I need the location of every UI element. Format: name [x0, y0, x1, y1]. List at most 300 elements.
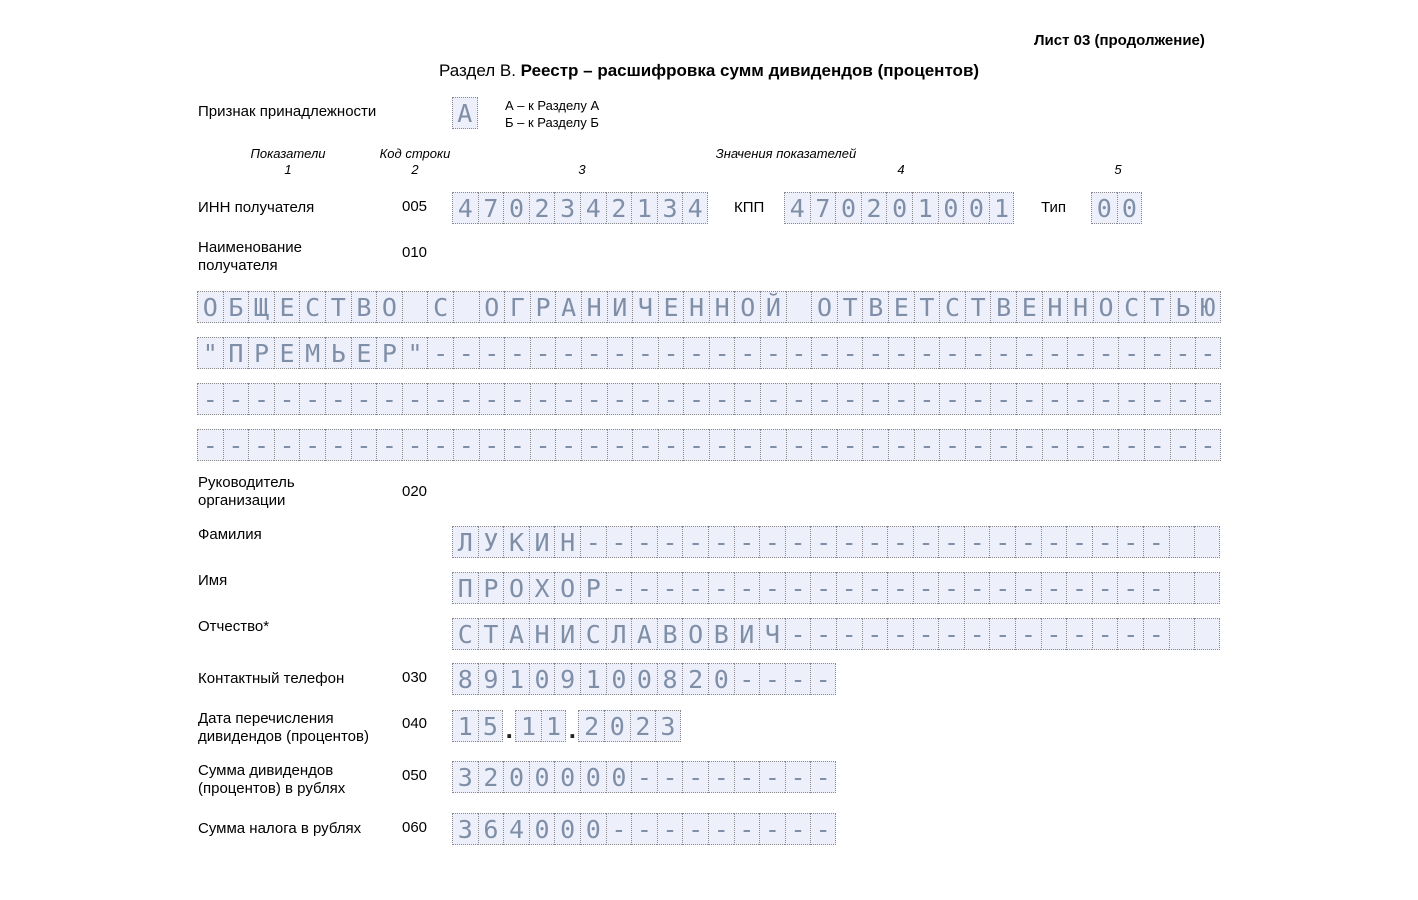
- char-cell: -: [376, 429, 402, 461]
- char-cell: 1: [541, 710, 567, 742]
- char-cell: -: [479, 429, 505, 461]
- char-cell: -: [1016, 383, 1042, 415]
- char-cell: 2: [478, 761, 504, 793]
- char-cell: 0: [631, 663, 657, 695]
- char-cell: М: [299, 337, 325, 369]
- char-cell: -: [734, 761, 760, 793]
- header-col2-title: Код строки: [379, 146, 451, 161]
- char-cell: -: [682, 572, 708, 604]
- char-cell: -: [786, 429, 812, 461]
- date-label-line1: Дата перечисления: [198, 710, 334, 727]
- char-cell: -: [786, 383, 812, 415]
- char-cell: -: [1144, 429, 1170, 461]
- header-col1-num: 1: [284, 162, 292, 177]
- char-cell: 1: [631, 192, 657, 224]
- head-label: [198, 474, 295, 510]
- char-cell: 3: [655, 710, 681, 742]
- patronymic-cells[interactable]: [452, 618, 1220, 650]
- char-cell: -: [325, 383, 351, 415]
- char-cell: 1: [912, 192, 938, 224]
- name-label-line1: Наименование: [198, 239, 302, 256]
- char-cell: -: [810, 813, 836, 845]
- tax-sum-cells[interactable]: [452, 813, 836, 845]
- char-cell: П: [223, 337, 249, 369]
- char-cell: -: [606, 813, 632, 845]
- char-cell: -: [810, 618, 836, 650]
- belonging-label: Признак принадлежности: [198, 103, 377, 120]
- char-cell: -: [1118, 337, 1144, 369]
- char-cell: ": [197, 337, 223, 369]
- char-cell: -: [1117, 618, 1143, 650]
- char-cell: Н: [1042, 291, 1068, 323]
- char-cell: -: [709, 383, 735, 415]
- char-cell: -: [682, 526, 708, 558]
- char-cell: -: [965, 337, 991, 369]
- inn-cells[interactable]: [452, 192, 708, 224]
- char-cell: 0: [503, 192, 529, 224]
- char-cell: А: [631, 618, 657, 650]
- char-cell: 0: [503, 761, 529, 793]
- belonging-cells[interactable]: [452, 97, 478, 129]
- char-cell: -: [938, 526, 964, 558]
- date-month-cells[interactable]: [515, 710, 566, 742]
- char-cell: -: [1117, 526, 1143, 558]
- char-cell: ": [402, 337, 428, 369]
- char-cell: 0: [606, 663, 632, 695]
- tax-sum-code: 060: [402, 819, 428, 836]
- char-cell: 3: [452, 813, 478, 845]
- char-cell: -: [530, 429, 556, 461]
- char-cell: 4: [503, 813, 529, 845]
- char-cell: -: [1015, 572, 1041, 604]
- belonging-note-a: А – к Разделу А: [505, 98, 600, 113]
- char-cell: -: [836, 526, 862, 558]
- phone-cells[interactable]: [452, 663, 836, 695]
- char-cell: 6: [478, 813, 504, 845]
- char-cell: -: [657, 761, 683, 793]
- char-cell: -: [606, 572, 632, 604]
- char-cell: О: [1093, 291, 1119, 323]
- char-cell: -: [1067, 429, 1093, 461]
- char-cell: П: [452, 572, 478, 604]
- char-cell: Т: [325, 291, 351, 323]
- char-cell: Н: [1067, 291, 1093, 323]
- date-code: 040: [402, 715, 428, 732]
- char-cell: -: [1143, 526, 1169, 558]
- char-cell: -: [606, 526, 632, 558]
- char-cell: 9: [478, 663, 504, 695]
- char-cell: Л: [452, 526, 478, 558]
- char-cell: -: [734, 663, 760, 695]
- char-cell: Е: [1016, 291, 1042, 323]
- char-cell: 0: [580, 813, 606, 845]
- char-cell: -: [1093, 337, 1119, 369]
- char-cell: -: [274, 429, 300, 461]
- char-cell: К: [503, 526, 529, 558]
- char-cell: -: [1015, 618, 1041, 650]
- char-cell: -: [274, 383, 300, 415]
- char-cell: -: [989, 618, 1015, 650]
- char-cell: -: [453, 337, 479, 369]
- char-cell: -: [810, 761, 836, 793]
- char-cell: Щ: [248, 291, 274, 323]
- char-cell: -: [504, 337, 530, 369]
- char-cell: О: [554, 572, 580, 604]
- kpp-label: КПП: [734, 199, 765, 216]
- char-cell: -: [810, 526, 836, 558]
- char-cell: -: [759, 663, 785, 695]
- char-cell: 0: [708, 663, 734, 695]
- char-cell: Н: [709, 291, 735, 323]
- char-cell: -: [888, 429, 914, 461]
- char-cell: 3: [657, 192, 683, 224]
- char-cell: -: [682, 813, 708, 845]
- char-cell: -: [197, 383, 223, 415]
- char-cell: Н: [554, 526, 580, 558]
- char-cell: -: [914, 337, 940, 369]
- char-cell: -: [1015, 526, 1041, 558]
- char-cell: С: [427, 291, 453, 323]
- char-cell: -: [682, 761, 708, 793]
- char-cell: -: [1195, 383, 1221, 415]
- head-label-line2: организации: [198, 492, 286, 509]
- char-cell: -: [786, 337, 812, 369]
- char-cell: 8: [657, 663, 683, 695]
- char-cell: Г: [504, 291, 530, 323]
- char-cell: -: [427, 429, 453, 461]
- char-cell: О: [811, 291, 837, 323]
- char-cell: -: [810, 572, 836, 604]
- char-cell: -: [1041, 572, 1067, 604]
- char-cell: -: [658, 429, 684, 461]
- char-cell: -: [1042, 429, 1068, 461]
- char-cell: 4: [784, 192, 810, 224]
- char-cell: Т: [837, 291, 863, 323]
- char-cell: 0: [604, 710, 630, 742]
- name-row-1-cells[interactable]: [197, 291, 1221, 323]
- inn-code: 005: [402, 198, 428, 215]
- char-cell: -: [785, 761, 811, 793]
- char-cell: С: [452, 618, 478, 650]
- char-cell: -: [759, 813, 785, 845]
- date-separator-2: .: [568, 714, 576, 744]
- char-cell: 4: [580, 192, 606, 224]
- char-cell: О: [503, 572, 529, 604]
- char-cell: -: [887, 526, 913, 558]
- char-cell: -: [734, 337, 760, 369]
- dividend-sum-label: [198, 762, 345, 798]
- char-cell: В: [657, 618, 683, 650]
- char-cell: -: [1144, 337, 1170, 369]
- char-cell: -: [1117, 572, 1143, 604]
- char-cell: Т: [1144, 291, 1170, 323]
- char-cell: -: [785, 813, 811, 845]
- char-cell: 1: [503, 663, 529, 695]
- char-cell: -: [862, 572, 888, 604]
- header-col4-num: 4: [897, 162, 905, 177]
- char-cell: 9: [554, 663, 580, 695]
- char-cell: -: [1118, 383, 1144, 415]
- char-cell: -: [1093, 429, 1119, 461]
- char-cell: -: [965, 383, 991, 415]
- char-cell: -: [555, 337, 581, 369]
- char-cell: -: [530, 337, 556, 369]
- char-cell: -: [1066, 618, 1092, 650]
- phone-label: Контактный телефон: [198, 670, 345, 687]
- char-cell: -: [223, 383, 249, 415]
- surname-cells[interactable]: [452, 526, 1220, 558]
- char-cell: -: [1092, 618, 1118, 650]
- char-cell: -: [836, 572, 862, 604]
- char-cell: -: [325, 429, 351, 461]
- header-col5-num: 5: [1114, 162, 1122, 177]
- char-cell: -: [631, 526, 657, 558]
- dividend-sum-label-line2: (процентов) в рублях: [198, 780, 346, 797]
- date-year-cells[interactable]: [578, 710, 680, 742]
- char-cell: Е: [888, 291, 914, 323]
- char-cell: -: [631, 813, 657, 845]
- char-cell: -: [914, 429, 940, 461]
- char-cell: Ч: [759, 618, 785, 650]
- char-cell: 0: [554, 813, 580, 845]
- char-cell: -: [734, 429, 760, 461]
- char-cell: -: [581, 429, 607, 461]
- name-code: 010: [402, 244, 428, 261]
- char-cell: [1194, 572, 1220, 604]
- char-cell: А: [555, 291, 581, 323]
- char-cell: -: [989, 526, 1015, 558]
- name-row-3-cells[interactable]: [197, 383, 1221, 415]
- char-cell: -: [939, 337, 965, 369]
- char-cell: Й: [760, 291, 786, 323]
- char-cell: -: [683, 383, 709, 415]
- patronymic-label: Отчество*: [198, 618, 270, 635]
- char-cell: -: [887, 618, 913, 650]
- char-cell: -: [427, 383, 453, 415]
- char-cell: -: [402, 429, 428, 461]
- char-cell: -: [759, 761, 785, 793]
- name-row-2-cells[interactable]: [197, 337, 1221, 369]
- char-cell: -: [811, 383, 837, 415]
- char-cell: -: [453, 383, 479, 415]
- char-cell: -: [837, 337, 863, 369]
- char-cell: -: [785, 526, 811, 558]
- char-cell: -: [632, 383, 658, 415]
- header-col1-title: Показатели: [250, 146, 326, 161]
- char-cell: И: [607, 291, 633, 323]
- char-cell: -: [351, 429, 377, 461]
- char-cell: -: [607, 429, 633, 461]
- char-cell: -: [683, 429, 709, 461]
- name-label: [198, 239, 302, 275]
- char-cell: -: [785, 663, 811, 695]
- header-col3-num: 3: [578, 162, 586, 177]
- char-cell: С: [299, 291, 325, 323]
- char-cell: [453, 291, 479, 323]
- surname-label: Фамилия: [198, 526, 262, 543]
- char-cell: 0: [529, 813, 555, 845]
- char-cell: -: [683, 337, 709, 369]
- char-cell: -: [607, 337, 633, 369]
- char-cell: [1169, 526, 1195, 558]
- char-cell: 0: [1117, 192, 1143, 224]
- char-cell: -: [632, 337, 658, 369]
- char-cell: -: [581, 337, 607, 369]
- inn-label: ИНН получателя: [198, 199, 315, 216]
- date-day-cells[interactable]: [452, 710, 503, 742]
- char-cell: -: [632, 429, 658, 461]
- date-separator-1: .: [505, 714, 513, 744]
- char-cell: Х: [529, 572, 555, 604]
- char-cell: -: [248, 383, 274, 415]
- char-cell: -: [760, 337, 786, 369]
- char-cell: -: [351, 383, 377, 415]
- char-cell: -: [760, 383, 786, 415]
- char-cell: -: [479, 383, 505, 415]
- char-cell: -: [1016, 429, 1042, 461]
- char-cell: Р: [580, 572, 606, 604]
- char-cell: -: [223, 429, 249, 461]
- char-cell: [1194, 618, 1220, 650]
- char-cell: О: [479, 291, 505, 323]
- char-cell: В: [351, 291, 377, 323]
- char-cell: -: [299, 383, 325, 415]
- char-cell: Л: [606, 618, 632, 650]
- char-cell: Ь: [325, 337, 351, 369]
- char-cell: -: [734, 813, 760, 845]
- char-cell: -: [964, 572, 990, 604]
- char-cell: -: [376, 383, 402, 415]
- char-cell: -: [734, 383, 760, 415]
- section-title: [0, 61, 1418, 81]
- dividend-sum-code: 050: [402, 767, 428, 784]
- char-cell: -: [1041, 526, 1067, 558]
- dividend-sum-label-line1: Сумма дивидендов: [198, 762, 334, 779]
- char-cell: -: [197, 429, 223, 461]
- char-cell: -: [862, 383, 888, 415]
- char-cell: [1169, 572, 1195, 604]
- char-cell: -: [964, 618, 990, 650]
- char-cell: В: [708, 618, 734, 650]
- char-cell: -: [990, 337, 1016, 369]
- char-cell: -: [913, 618, 939, 650]
- char-cell: -: [299, 429, 325, 461]
- char-cell: Н: [683, 291, 709, 323]
- char-cell: -: [759, 526, 785, 558]
- char-cell: -: [581, 383, 607, 415]
- char-cell: -: [1092, 572, 1118, 604]
- first-name-cells[interactable]: [452, 572, 1220, 604]
- char-cell: -: [990, 383, 1016, 415]
- char-cell: -: [1143, 572, 1169, 604]
- char-cell: -: [939, 429, 965, 461]
- char-cell: -: [862, 429, 888, 461]
- char-cell: 0: [529, 663, 555, 695]
- char-cell: 2: [578, 710, 604, 742]
- char-cell: -: [1042, 383, 1068, 415]
- type-cells[interactable]: [1091, 192, 1142, 224]
- char-cell: -: [811, 429, 837, 461]
- char-cell: 3: [452, 761, 478, 793]
- char-cell: Р: [478, 572, 504, 604]
- char-cell: -: [530, 383, 556, 415]
- char-cell: -: [658, 337, 684, 369]
- date-field: [452, 710, 681, 742]
- sheet-label: Лист 03 (продолжение): [1034, 32, 1205, 49]
- char-cell: Р: [376, 337, 402, 369]
- char-cell: -: [862, 337, 888, 369]
- char-cell: 4: [682, 192, 708, 224]
- char-cell: Ю: [1195, 291, 1221, 323]
- char-cell: И: [529, 526, 555, 558]
- char-cell: 2: [861, 192, 887, 224]
- char-cell: -: [479, 337, 505, 369]
- char-cell: -: [1170, 429, 1196, 461]
- dividend-sum-cells[interactable]: [452, 761, 836, 793]
- char-cell: -: [1093, 383, 1119, 415]
- char-cell: И: [734, 618, 760, 650]
- char-cell: -: [631, 572, 657, 604]
- char-cell: -: [708, 761, 734, 793]
- char-cell: О: [376, 291, 402, 323]
- char-cell: 1: [452, 710, 478, 742]
- char-cell: Ь: [1170, 291, 1196, 323]
- char-cell: У: [478, 526, 504, 558]
- char-cell: 0: [886, 192, 912, 224]
- char-cell: О: [682, 618, 708, 650]
- char-cell: -: [709, 429, 735, 461]
- char-cell: -: [1066, 572, 1092, 604]
- char-cell: 8: [452, 663, 478, 695]
- char-cell: -: [708, 572, 734, 604]
- char-cell: -: [1016, 337, 1042, 369]
- name-row-4-cells[interactable]: [197, 429, 1221, 461]
- char-cell: С: [580, 618, 606, 650]
- char-cell: Р: [248, 337, 274, 369]
- char-cell: И: [554, 618, 580, 650]
- char-cell: 2: [606, 192, 632, 224]
- char-cell: -: [1041, 618, 1067, 650]
- tax-sum-label: Сумма налога в рублях: [198, 820, 362, 837]
- char-cell: [1169, 618, 1195, 650]
- first-name-label: Имя: [198, 572, 228, 589]
- char-cell: -: [555, 429, 581, 461]
- char-cell: -: [555, 383, 581, 415]
- section-title-prefix: Раздел В.: [438, 61, 516, 80]
- char-cell: -: [708, 813, 734, 845]
- char-cell: -: [1067, 337, 1093, 369]
- char-cell: -: [1066, 526, 1092, 558]
- phone-code: 030: [402, 669, 428, 686]
- char-cell: Т: [914, 291, 940, 323]
- char-cell: -: [427, 337, 453, 369]
- char-cell: [402, 291, 428, 323]
- char-cell: Е: [658, 291, 684, 323]
- char-cell: А: [452, 97, 478, 129]
- char-cell: [786, 291, 812, 323]
- char-cell: -: [504, 383, 530, 415]
- char-cell: 7: [810, 192, 836, 224]
- char-cell: -: [836, 618, 862, 650]
- char-cell: В: [862, 291, 888, 323]
- char-cell: 0: [835, 192, 861, 224]
- char-cell: 0: [606, 761, 632, 793]
- kpp-cells[interactable]: [784, 192, 1014, 224]
- char-cell: -: [888, 383, 914, 415]
- char-cell: -: [785, 572, 811, 604]
- char-cell: -: [939, 383, 965, 415]
- section-title-main: Реестр – расшифровка сумм дивидендов (процентов): [520, 61, 980, 80]
